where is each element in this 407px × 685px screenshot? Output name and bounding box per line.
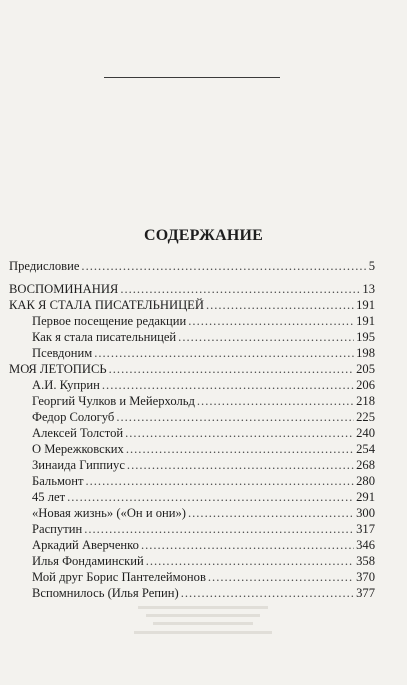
toc-entry-page: 346 [356, 538, 375, 552]
toc-entry-page: 317 [356, 522, 375, 536]
toc-entry[interactable] [9, 505, 375, 521]
dot-leader [208, 569, 354, 585]
toc-entry-page: 254 [356, 442, 375, 456]
toc-entry-page: 225 [356, 410, 375, 424]
dot-leader [109, 361, 354, 377]
toc-entry-page: 268 [356, 458, 375, 472]
dot-leader [85, 473, 354, 489]
dot-leader [206, 297, 354, 313]
header-rule [104, 77, 280, 78]
toc-entry-page: 291 [356, 490, 375, 504]
toc-entry[interactable] [9, 345, 375, 361]
toc-entry[interactable] [9, 585, 375, 601]
toc-entry-label: «Новая жизнь» («Он и они») [32, 506, 186, 520]
toc-entry-page: 198 [356, 346, 375, 360]
toc-entry-page: 195 [356, 330, 375, 344]
toc-entry[interactable] [9, 521, 375, 537]
toc-entry-label: Илья Фондаминский [32, 554, 144, 568]
toc-entry[interactable] [9, 313, 375, 329]
toc-entry[interactable] [9, 297, 375, 313]
toc-entry[interactable] [9, 393, 375, 409]
toc-entry-page: 300 [356, 506, 375, 520]
toc-entry-label: Мой друг Борис Пантелеймонов [32, 570, 206, 584]
toc-entry-page: 191 [356, 298, 375, 312]
dot-leader [81, 258, 366, 274]
dot-leader [146, 553, 354, 569]
toc-entry-label: А.И. Куприн [32, 378, 100, 392]
toc-entry[interactable] [9, 569, 375, 585]
toc-entry-label: Псевдоним [32, 346, 93, 360]
toc-entry-page: 377 [356, 586, 375, 600]
toc-entry[interactable] [9, 377, 375, 393]
dot-leader [120, 281, 360, 297]
toc-entry[interactable] [9, 361, 375, 377]
toc-entry[interactable] [9, 473, 375, 489]
toc-entry[interactable] [9, 457, 375, 473]
toc-entry-page: 13 [362, 282, 375, 296]
dot-leader [141, 537, 354, 553]
toc-entry-label: Зинаида Гиппиус [32, 458, 125, 472]
dot-leader [188, 505, 354, 521]
toc-entry-label: Федор Сологуб [32, 410, 115, 424]
toc-entry-label: Как я стала писательницей [32, 330, 177, 344]
toc-entry-page: 370 [356, 570, 375, 584]
dot-leader [94, 345, 354, 361]
dot-leader [67, 489, 354, 505]
toc-entry[interactable] [9, 537, 375, 553]
dot-leader [84, 521, 354, 537]
dot-leader [102, 377, 354, 393]
dot-leader [181, 585, 354, 601]
dot-leader [127, 457, 354, 473]
toc-entry-label: ВОСПОМИНАНИЯ [9, 282, 119, 296]
toc-entry-page: 280 [356, 474, 375, 488]
toc-entry-label: МОЯ ЛЕТОПИСЬ [9, 362, 107, 376]
toc-entry-label: Предисловие [9, 259, 80, 273]
dot-leader [178, 329, 354, 345]
toc-entry[interactable] [9, 553, 375, 569]
toc-entry[interactable] [9, 281, 375, 297]
toc-entry-label: Вспомнилось (Илья Репин) [32, 586, 179, 600]
toc-entry-label: Распутин [32, 522, 83, 536]
toc-entry-label: Георгий Чулков и Мейерхольд [32, 394, 195, 408]
toc-entry-label: Аркадий Аверченко [32, 538, 139, 552]
toc-entry[interactable] [9, 425, 375, 441]
dot-leader [197, 393, 354, 409]
show-through-imprint [128, 604, 278, 640]
show-through-texture [128, 604, 278, 640]
toc-entry-page: 5 [368, 259, 375, 273]
toc-entry[interactable] [9, 329, 375, 345]
toc-entry[interactable] [9, 441, 375, 457]
toc-entry-label: Бальмонт [32, 474, 84, 488]
contents-title: СОДЕРЖАНИЕ [143, 227, 264, 244]
toc-entry-page: 218 [356, 394, 375, 408]
toc-entry-label: КАК Я СТАЛА ПИСАТЕЛЬНИЦЕЙ [9, 298, 204, 312]
toc-entry-page: 191 [356, 314, 375, 328]
toc-entry-page: 206 [356, 378, 375, 392]
toc-entry-page: 240 [356, 426, 375, 440]
toc-entry-label: Первое посещение редакции [32, 314, 187, 328]
toc-entry-label: О Мережковских [32, 442, 124, 456]
toc-entry-page: 205 [356, 362, 375, 376]
toc-entry[interactable] [9, 258, 375, 274]
toc-entry-page: 358 [356, 554, 375, 568]
dot-leader [188, 313, 354, 329]
dot-leader [126, 441, 354, 457]
dot-leader [116, 409, 354, 425]
toc-entry[interactable] [9, 409, 375, 425]
toc-entry-label: Алексей Толстой [32, 426, 124, 440]
toc-entry[interactable] [9, 489, 375, 505]
dot-leader [125, 425, 354, 441]
toc-entry-label: 45 лет [32, 490, 66, 504]
